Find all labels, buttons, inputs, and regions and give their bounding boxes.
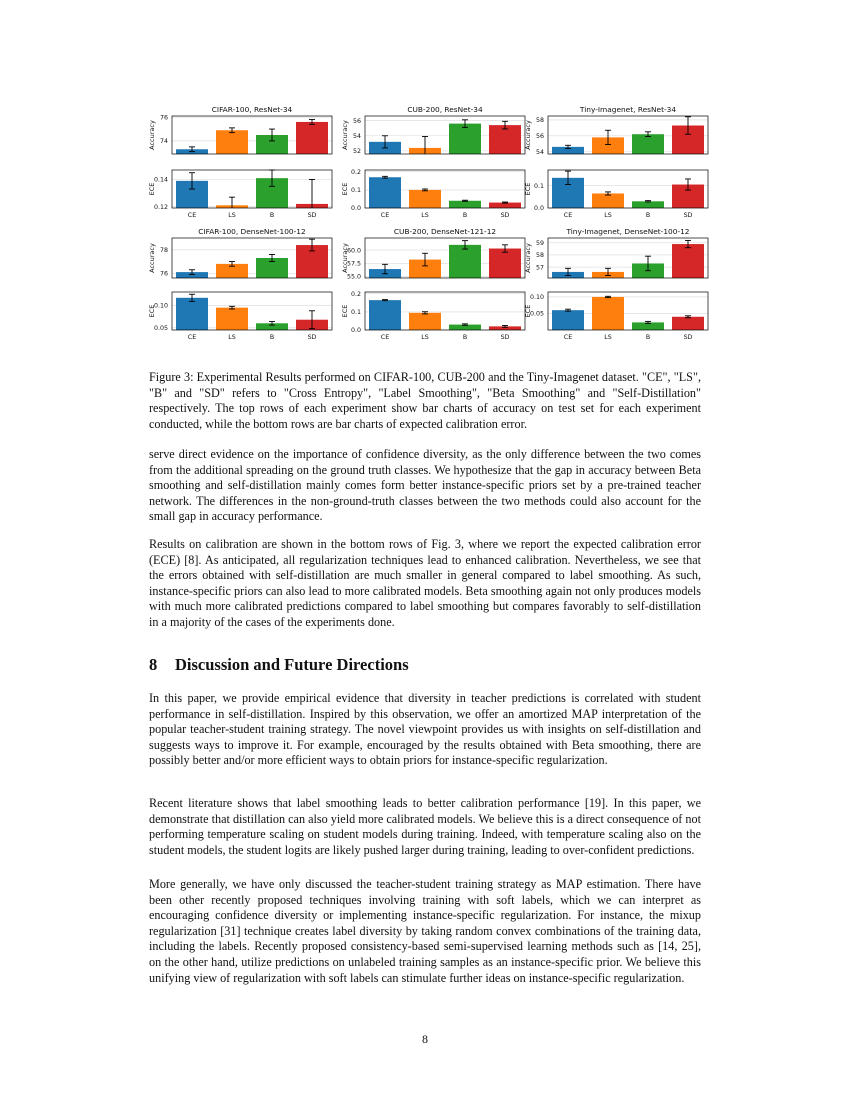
chart-3-xtick-label: B — [462, 212, 468, 219]
chart-9-ytick-label: 0.2 — [350, 291, 361, 299]
chart-0-ytick-label: 76 — [159, 114, 168, 122]
chart-2-ytick-label: 54 — [352, 132, 361, 140]
chart-7-ytick-label: 0.05 — [153, 324, 168, 332]
chart-6-ylabel: Accuracy — [148, 243, 156, 273]
chart-11-ytick-label: 0.10 — [529, 294, 544, 302]
section-title: Discussion and Future Directions — [175, 655, 409, 674]
figure-3-bar-charts — [150, 100, 710, 350]
chart-3-xtick-label: LS — [421, 212, 429, 219]
paragraph-2: Results on calibration are shown in the bottom rows of Fig. 3, where we report the expected calibration error (ECE) [8]. As anticipated, all regularization techniques lead to enhanced calibration. Nevertheless, we see that the errors obtained with self-distillation are much smaller in general compared to label smoothing. As such, instance-specific priors can also lead to more calibrated models. Beta smoothing again not only produces models with much more calibrated predictions compared to label smoothing but compares favorably to self-distillation in a majority of the cases of the experiments done. — [149, 537, 701, 629]
chart-3-bar-ls — [409, 190, 441, 208]
chart-0-ytick-label: 74 — [159, 138, 168, 146]
section-heading — [149, 655, 409, 675]
section-number: 8 — [149, 655, 158, 674]
chart-6-ytick-label: 76 — [159, 270, 168, 278]
chart-11-bar-ls — [592, 297, 624, 330]
chart-7-xtick-label: LS — [228, 334, 236, 341]
chart-0-bar-sd — [296, 122, 328, 154]
chart-3-ytick-label: 0.2 — [350, 169, 361, 177]
chart-9-ytick-label: 0.0 — [350, 327, 361, 335]
page-number: 8 — [422, 1032, 428, 1046]
chart-3-ytick-label: 0.0 — [350, 205, 361, 213]
chart-4-ytick-label: 56 — [535, 132, 544, 140]
chart-10-ytick-label: 58 — [535, 252, 544, 260]
chart-8-title: CUB-200, DenseNet-121-12 — [393, 227, 497, 236]
chart-2-bar-b — [449, 124, 481, 154]
chart-3-ytick-label: 0.1 — [350, 187, 361, 195]
chart-9-xtick-label: CE — [380, 334, 390, 341]
chart-0-bar-ls — [216, 130, 248, 154]
chart-4-ytick-label: 58 — [535, 117, 544, 125]
chart-2-ytick-label: 52 — [352, 148, 361, 156]
chart-8-ylabel: Accuracy — [341, 243, 349, 273]
chart-11-xtick-label: B — [645, 334, 651, 341]
chart-5-xtick-label: SD — [683, 212, 693, 219]
chart-10-ytick-label: 57 — [535, 264, 544, 272]
chart-1-ytick-label: 0.12 — [153, 203, 168, 211]
chart-7-bar-ls — [216, 308, 248, 330]
chart-9-ylabel: ECE — [341, 304, 349, 318]
chart-9-ytick-label: 0.1 — [350, 309, 361, 317]
chart-9-xtick-label: B — [462, 334, 468, 341]
chart-4-ylabel: Accuracy — [524, 120, 532, 150]
paragraph-1: serve direct evidence on the importance of confidence diversity, as the only difference between the two comes from the additional spreading on the ground truth classes. We hypothesize that the gap in accuracy between Beta smoothing and self-distillation mainly comes form better instance-specific priors set by a pre-trained teacher network. The differences in the non-ground-truth classes between the two methods could also account for the small gap in accuracy performance. — [149, 447, 701, 524]
figure-caption: Figure 3: Experimental Results performed on CIFAR-100, CUB-200 and the Tiny-Imagenet dataset. "CE", "LS", "B" and "SD" refers to "Cross Entropy", "Label Smoothing", "Beta Smoothing" and "Self-Distillation" respectively. The top rows of each experiment show bar charts of accuracy on test set for each experiment conducted, while the bottom rows are bar charts of expected calibration error. — [149, 370, 701, 431]
chart-7-ylabel: ECE — [148, 304, 156, 318]
chart-3-bar-b — [449, 201, 481, 208]
chart-10-bar-sd — [672, 244, 704, 278]
chart-9-xtick-label: LS — [421, 334, 429, 341]
chart-8-ytick-label: 55.0 — [346, 273, 361, 281]
chart-7-xtick-label: SD — [307, 334, 317, 341]
chart-1-ylabel: ECE — [148, 182, 156, 196]
chart-11-bar-ce — [552, 310, 584, 330]
chart-7-xtick-label: B — [269, 334, 275, 341]
chart-8-ytick-label: 57.5 — [346, 260, 361, 268]
chart-11-ytick-label: 0.05 — [529, 310, 544, 318]
chart-2-bar-sd — [489, 125, 521, 154]
chart-1-xtick-label: SD — [307, 212, 317, 219]
chart-4-bar-b — [632, 134, 664, 154]
chart-7-ytick-label: 0.10 — [153, 302, 168, 310]
chart-5-ylabel: ECE — [524, 182, 532, 196]
chart-7-bar-ce — [176, 298, 208, 330]
chart-1-xtick-label: LS — [228, 212, 236, 219]
chart-9-bar-ls — [409, 313, 441, 330]
paragraph-3: In this paper, we provide empirical evidence that diversity in teacher predictions is correlated with student performance in self-distillation. Inspired by this observation, we offer an amortized MAP interpretation of the popular teacher-student training strategy. The novel viewpoint provides us with insights on self-distillation and suggests ways to improve it. For example, encouraged by the results obtained with Beta smoothing, there are possibly better and/or more efficient ways to obtain priors for instance-specific regularization. — [149, 691, 701, 768]
chart-9-xtick-label: SD — [500, 334, 510, 341]
chart-11-xtick-label: LS — [604, 334, 612, 341]
chart-8-bar-b — [449, 245, 481, 278]
chart-3-xtick-label: SD — [500, 212, 510, 219]
chart-3-bar-ce — [369, 177, 401, 208]
chart-2-ylabel: Accuracy — [341, 120, 349, 150]
paragraph-5: More generally, we have only discussed the teacher-student training strategy as MAP estimation. There have been other recently proposed techniques involving training with soft labels, which we can interpret as encouraging confidence diversity or implementing instance-specific regularization. For instance, the mixup regularization [31] technique creates label diversity by taking random convex combinations of the training data, including the labels. Recently proposed consistency-based semi-supervised learning methods such as [14, 25], on the other hand, utilize predictions on unlabeled training samples as an instance-specific prior. We believe this unifying view of regularization with soft labels can stimulate further ideas on instance-specific regularization. — [149, 877, 701, 985]
chart-11-bar-sd — [672, 317, 704, 330]
chart-5-xtick-label: B — [645, 212, 651, 219]
chart-3-ylabel: ECE — [341, 182, 349, 196]
chart-5-bar-ls — [592, 193, 624, 208]
chart-8-ytick-label: 60.0 — [346, 247, 361, 255]
chart-0-title: CIFAR-100, ResNet-34 — [211, 105, 293, 114]
chart-1-xtick-label: B — [269, 212, 275, 219]
chart-1-ytick-label: 0.14 — [153, 176, 168, 184]
paragraph-4: Recent literature shows that label smoothing leads to better calibration performance [19]. In this paper, we demonstrate that distillation can also yield more calibrated models. We believe this is a direct consequence of not performing temperature scaling on student models during training. Indeed, with temperature scaling also on the student models, the student logits are likely pushed larger during training, leading to over-confident predictions. — [149, 796, 701, 857]
chart-1-xtick-label: CE — [187, 212, 197, 219]
chart-8-bar-sd — [489, 249, 521, 278]
chart-4-ytick-label: 54 — [535, 148, 544, 156]
chart-3-xtick-label: CE — [380, 212, 390, 219]
chart-11-ylabel: ECE — [524, 304, 532, 318]
chart-9-bar-ce — [369, 300, 401, 330]
chart-10-ylabel: Accuracy — [524, 243, 532, 273]
chart-6-title: CIFAR-100, DenseNet-100-12 — [198, 227, 306, 236]
chart-2-ytick-label: 56 — [352, 117, 361, 125]
chart-6-ytick-label: 78 — [159, 246, 168, 254]
chart-5-xtick-label: CE — [563, 212, 573, 219]
chart-7-xtick-label: CE — [187, 334, 197, 341]
chart-5-xtick-label: LS — [604, 212, 612, 219]
chart-10-ytick-label: 59 — [535, 240, 544, 248]
chart-11-xtick-label: CE — [563, 334, 573, 341]
chart-5-ytick-label: 0.1 — [533, 182, 544, 190]
chart-0-ylabel: Accuracy — [148, 120, 156, 150]
chart-5-ytick-label: 0.0 — [533, 205, 544, 213]
chart-11-xtick-label: SD — [683, 334, 693, 341]
chart-2-title: CUB-200, ResNet-34 — [407, 105, 483, 114]
chart-4-title: Tiny-Imagenet, ResNet-34 — [579, 105, 677, 114]
chart-10-title: Tiny-Imagenet, DenseNet-100-12 — [566, 227, 690, 236]
